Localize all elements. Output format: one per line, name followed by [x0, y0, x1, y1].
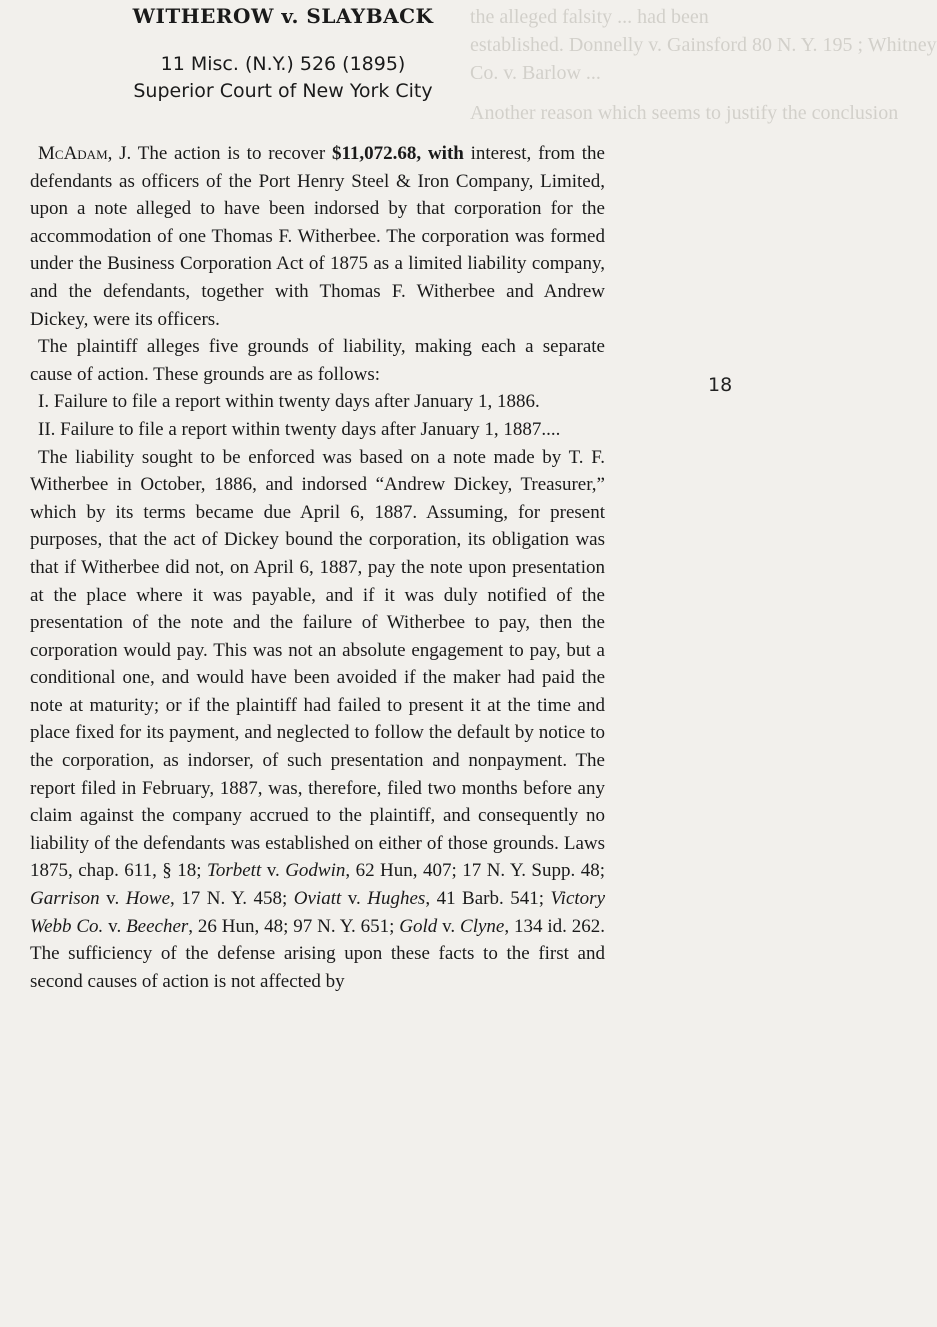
case-name: Torbett [207, 860, 262, 882]
paragraph-4: II. Failure to file a report within twenty days after January 1, 1887.... [38, 418, 561, 440]
text-span: , 41 Barb. 541; [425, 888, 551, 910]
case-name: Beecher [126, 915, 189, 937]
text-span: interest, from the defendants as officers of the Port Henry Steel & Iron Company, Limited, upon a note alleged to have been indorsed by that corporation for the accommodation of one Thomas F. Witherbee. The corporation was formed under the Business Corporation Act of 1875 as a limited liability company, and the defendants, together with Thomas F. Witherbee and Andrew Dickey, were its officers. [30, 143, 605, 330]
case-name: Clyne [460, 915, 505, 937]
case-citation: 11 Misc. (N.Y.) 526 (1895) [160, 53, 406, 75]
paragraph-2: The plaintiff alleges five grounds of liability, making each a separate cause of action. These grounds are as follows: [30, 336, 605, 385]
text-span: v. [103, 915, 127, 937]
amount: $11,072.68, with [331, 143, 464, 164]
paragraph-5 [30, 444, 605, 996]
case-name: Oviatt [293, 888, 342, 910]
judge-name: McAdam [38, 143, 108, 164]
court-name: Superior Court of New York City [133, 80, 433, 102]
case-name: Howe [125, 888, 171, 910]
text-span: v. [341, 888, 368, 910]
text-span: v. [261, 860, 286, 882]
bleed-through-line: Co. v. Barlow ... [470, 62, 601, 84]
case-name: Godwin [285, 860, 346, 882]
bleed-through-line: Another reason which seems to justify the conclusion [470, 102, 899, 124]
case-name: Victory Webb Co. [30, 888, 605, 937]
text-span: , 26 Hun, 48; 97 N. Y. 651; [188, 915, 400, 937]
case-title: WITHEROW v. SLAYBACK [132, 4, 434, 28]
text-span: The liability sought to be enforced was based on a note made by T. F. Witherbee in October, 1886, and indorsed “Andrew Dickey, Treasurer,” which by its terms became due April 6, 1887. Assuming, for present purposes, that the act of Dickey bound the corporation, its obligation was that if Witherbee did not, on April 6, 1887, pay the note upon presentation at the place where it was payable, and if it was duly notified of the presentation of the note and the failure of Witherbee to pay, then the corporation would pay. This was not an absolute engagement to pay, but a conditional one, and would have been avoided if the maker had paid the note at maturity; or if the plaintiff had failed to present it at the time and place fixed for its payment, and neglected to follow the default by notice to the corporation, as indorser, of such presentation and nonpayment. The report filed in February, 1887, was, therefore, filed two months before any claim against the company accrued to the plaintiff, and consequently no liability of the defendants was established on either of those grounds. Laws 1875, chap. 611, § 18; [30, 446, 605, 882]
case-name: Gold [399, 915, 438, 937]
text-span: , 17 N. Y. 458; [170, 888, 294, 910]
text-span: , 62 Hun, 407; 17 N. Y. Supp. 48; [345, 860, 605, 882]
text-span: , 134 id. 262. The sufficiency of the defense arising upon these facts to the first and second causes of action is not affected by [30, 915, 605, 992]
margin-page-number: 18 [708, 374, 733, 396]
bleed-through-line: the alleged falsity ... had been [470, 6, 709, 28]
case-name: Garrison [30, 888, 100, 910]
bleed-through-line: established. Donnelly v. Gainsford 80 N. Y. 195 ; Whitney [470, 34, 937, 56]
case-name: Hughes [367, 888, 426, 910]
text-span: , J. The action is to recover [107, 143, 332, 164]
paragraph-1 [30, 140, 605, 333]
paragraph-3: I. Failure to file a report within twenty days after January 1, 1886. [38, 391, 540, 413]
text-span: v. [437, 915, 461, 937]
opinion-text [30, 140, 605, 995]
text-span: v. [99, 888, 126, 910]
